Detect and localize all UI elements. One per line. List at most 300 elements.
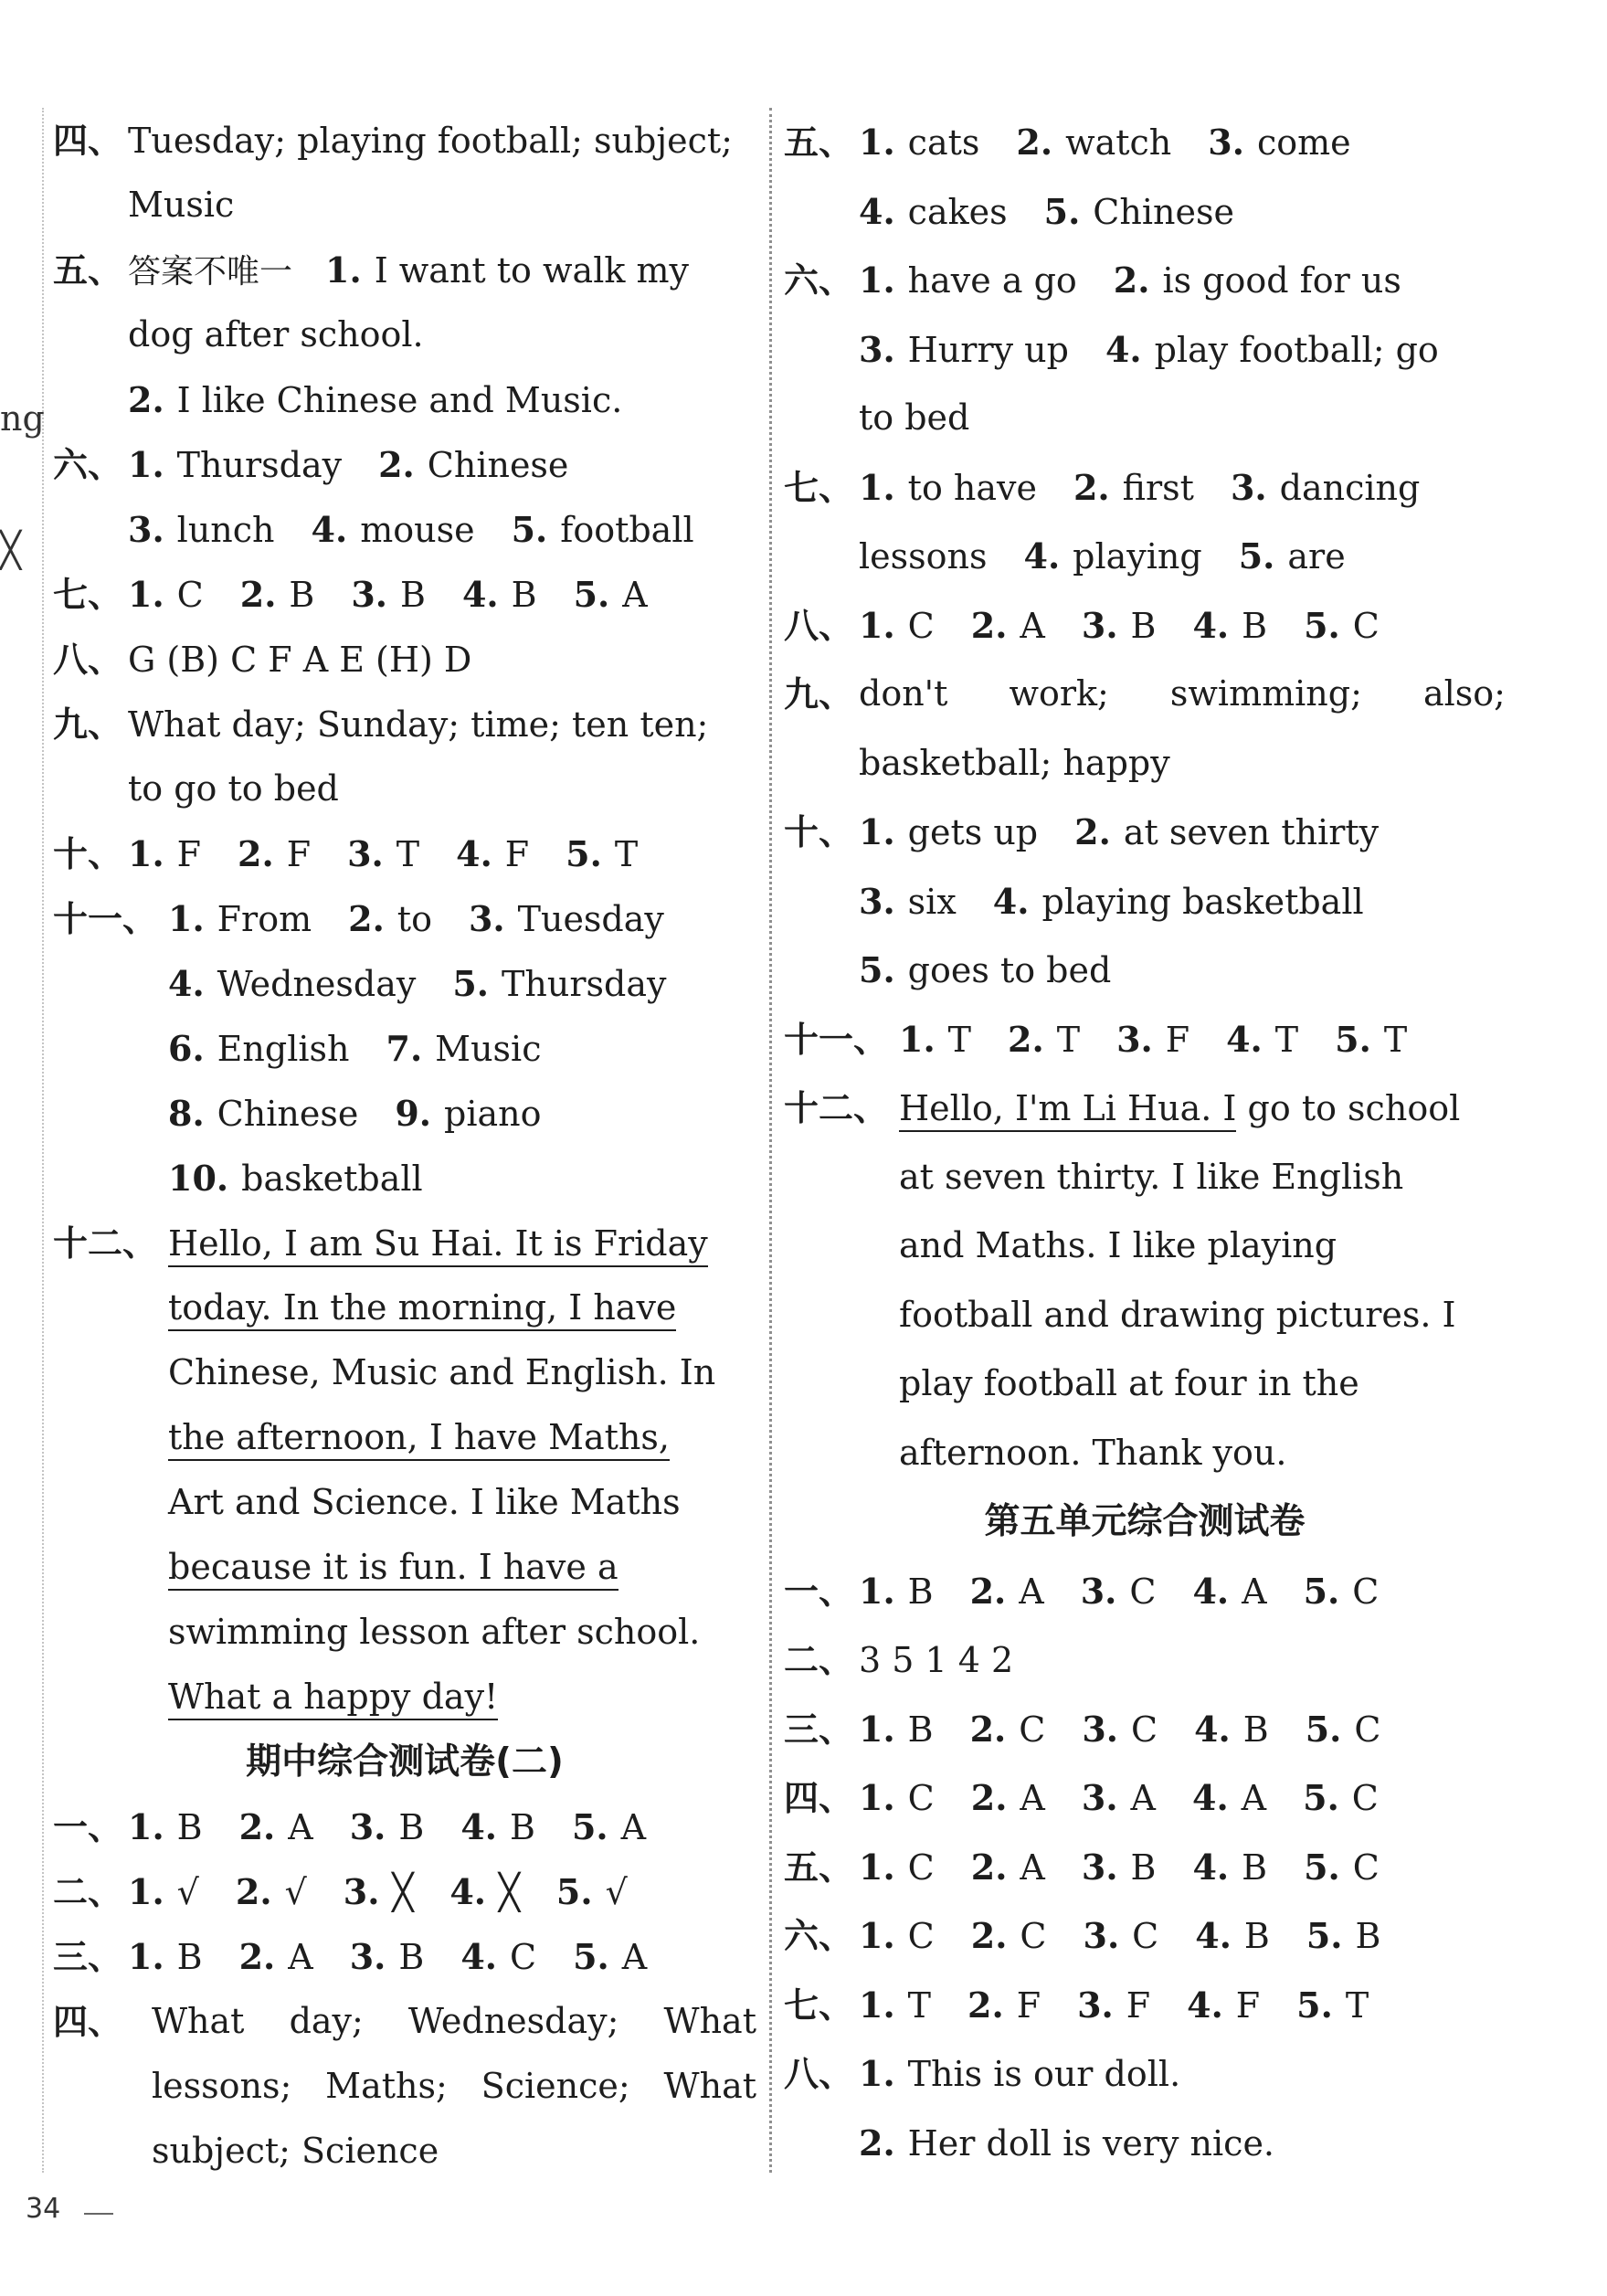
- item-number: 2.: [239, 574, 277, 615]
- answer-item: [1082, 1695, 1158, 1765]
- item-number: 4.: [1105, 328, 1142, 370]
- question-label: 六、: [53, 444, 123, 485]
- answer-line: [53, 367, 756, 432]
- item-text: B: [1242, 1846, 1268, 1888]
- item-text: B: [907, 1709, 934, 1750]
- answer-item: [1208, 108, 1350, 178]
- answer-item: [1231, 453, 1420, 524]
- item-number: 5.: [1303, 1570, 1340, 1612]
- edge-fragment-ng: ng: [0, 398, 45, 439]
- item-number: 5.: [1238, 535, 1275, 577]
- item-number: 1.: [128, 574, 164, 615]
- answer-text: Tuesday; playing football; subject;: [128, 121, 733, 161]
- answer-text: to go to bed: [128, 768, 339, 809]
- answer-item: [351, 562, 426, 628]
- answer-line: [784, 453, 1506, 523]
- question-label: 七、: [784, 1984, 854, 2026]
- item-number: 4.: [1192, 1846, 1230, 1888]
- item-number: 5.: [511, 509, 548, 550]
- answer-item: [556, 1859, 628, 1925]
- question-label: 八、: [53, 639, 123, 680]
- item-number: 2.: [859, 2121, 895, 2164]
- item-number: 1.: [899, 1018, 936, 1060]
- answer-word: What: [663, 2066, 756, 2106]
- answer-item: [859, 1901, 935, 1972]
- section-title: 第五单元综合测试卷: [984, 1501, 1306, 1542]
- item-text: B: [176, 1807, 203, 1847]
- answer-line: [53, 821, 756, 886]
- item-number: 5.: [555, 1871, 593, 1912]
- passage-line: swimming lesson after school.: [168, 1612, 701, 1652]
- answer-item: [859, 1557, 934, 1627]
- answer-text: lessons: [859, 536, 988, 577]
- answer-line: [53, 692, 756, 757]
- item-number: 3.: [1082, 1708, 1119, 1750]
- item-text: This is our doll.: [907, 2054, 1181, 2094]
- question-label: 四、: [53, 2001, 123, 2042]
- answer-item: [1044, 177, 1234, 248]
- answer-line: [784, 867, 1506, 936]
- item-number: 5.: [566, 833, 602, 874]
- column-divider: [769, 108, 772, 2173]
- item-number: 2.: [348, 898, 385, 939]
- answer-item: [1084, 1901, 1159, 1972]
- item-text: Thursday: [502, 964, 667, 1004]
- answer-item: [967, 1971, 1041, 2041]
- item-number: 2.: [238, 833, 274, 874]
- answer-text: What day; Sunday; time; ten ten;: [128, 704, 709, 745]
- item-number: 1.: [859, 466, 895, 508]
- question-label: 六、: [784, 259, 854, 301]
- item-number: 10.: [168, 1158, 229, 1199]
- item-number: 2.: [1073, 466, 1110, 508]
- answer-item: [128, 821, 201, 887]
- item-text: playing: [1073, 536, 1202, 577]
- item-number: 3.: [1230, 466, 1267, 508]
- item-number: 2.: [970, 604, 1008, 646]
- passage-line: at seven thirty. I like English: [899, 1156, 1404, 1197]
- item-number: 1.: [325, 249, 362, 291]
- answer-item: [859, 936, 1111, 1006]
- item-text: Tuesday: [517, 899, 664, 939]
- answer-item: [574, 562, 648, 628]
- item-text: playing basketball: [1041, 881, 1364, 922]
- passage-line: Art and Science. I like Maths: [168, 1482, 681, 1522]
- item-number: 4.: [1192, 1570, 1230, 1612]
- answer-line: [53, 1665, 756, 1730]
- item-text: B: [1242, 605, 1268, 646]
- item-number: 3.: [859, 328, 895, 370]
- item-text: C: [1351, 1778, 1379, 1818]
- answer-item: [128, 1924, 203, 1990]
- item-text: watch: [1065, 122, 1172, 163]
- item-text: F: [1016, 1984, 1041, 2026]
- question-label: 五、: [784, 122, 854, 163]
- answer-item: [1192, 1833, 1267, 1903]
- answer-item: [128, 432, 342, 498]
- item-number: 1.: [859, 811, 895, 852]
- item-number: 3.: [1081, 604, 1118, 646]
- answer-line: [784, 2109, 1506, 2178]
- answer-line: [784, 1695, 1506, 1764]
- item-number: 4.: [859, 190, 895, 232]
- check-mark: √: [176, 1872, 199, 1912]
- passage-line: because it is fun. I have a: [168, 1547, 618, 1591]
- answer-item: [859, 246, 1077, 316]
- answer-line: [784, 729, 1506, 799]
- item-number: 4.: [460, 1936, 498, 1977]
- right-column: [784, 108, 1506, 2177]
- item-text: to have: [907, 467, 1037, 508]
- answer-item: [1074, 798, 1379, 868]
- item-number: 3.: [1116, 1018, 1153, 1060]
- item-text: C: [1019, 1709, 1046, 1750]
- question-label: 二、: [784, 1639, 854, 1680]
- item-number: 3.: [349, 1936, 386, 1977]
- item-number: 4.: [449, 1871, 487, 1912]
- answer-item: [573, 1924, 647, 1990]
- answer-item: [971, 1833, 1045, 1903]
- item-number: 5.: [573, 574, 610, 615]
- item-number: 2.: [970, 1915, 1008, 1956]
- item-text: T: [947, 1019, 972, 1060]
- answer-text: to bed: [859, 397, 970, 438]
- item-number: 1.: [859, 1915, 895, 1956]
- item-text: are: [1287, 536, 1346, 577]
- item-number: 4.: [992, 880, 1030, 922]
- item-number: 2.: [1074, 811, 1111, 852]
- answer-item: [1192, 1763, 1266, 1834]
- answer-item: [1082, 591, 1157, 661]
- answer-item: [1008, 1005, 1080, 1075]
- answer-item: [970, 1695, 1046, 1765]
- item-text: C: [1129, 1571, 1157, 1612]
- question-label: 八、: [784, 2053, 854, 2094]
- answer-item: [395, 1081, 541, 1147]
- answer-item: [460, 1924, 536, 1990]
- answer-item: [1073, 453, 1194, 524]
- answer-item: [348, 886, 432, 952]
- item-number: 4.: [1226, 1018, 1263, 1060]
- item-number: 1.: [859, 1846, 895, 1888]
- item-text: C: [907, 605, 935, 646]
- item-number: 3.: [1208, 122, 1244, 163]
- item-number: 1.: [859, 604, 895, 646]
- answer-line: [53, 627, 756, 692]
- question-label: 十二、: [784, 1087, 889, 1128]
- item-text: Thursday: [176, 445, 343, 485]
- item-text: C: [1352, 1846, 1380, 1888]
- question-label: 四、: [53, 120, 123, 161]
- item-text: piano: [444, 1094, 542, 1134]
- answer-line: [53, 1989, 756, 2054]
- item-text: Chinese: [427, 445, 569, 485]
- passage-line: today. In the morning, I have: [168, 1287, 676, 1331]
- answer-item: [1304, 591, 1380, 661]
- answer-item: [1303, 1763, 1379, 1834]
- passage-line: the afternoon, I have Maths,: [168, 1417, 670, 1461]
- question-label: 一、: [784, 1570, 854, 1612]
- answer-line: [784, 1763, 1506, 1833]
- passage-line: Hello, I'm Li Hua. I: [899, 1088, 1236, 1132]
- item-number: 5.: [1296, 1984, 1333, 2026]
- page-number: 34: [26, 2193, 61, 2225]
- item-text: A: [1241, 1778, 1267, 1818]
- answer-item: [168, 951, 416, 1017]
- answer-item: [168, 886, 312, 952]
- answer-line: [53, 432, 756, 497]
- item-number: 5.: [1304, 1846, 1340, 1888]
- item-number: 1.: [859, 122, 895, 163]
- edge-fragment-cross: ╳: [0, 530, 21, 570]
- answer-text: I want to walk my: [374, 250, 689, 291]
- answer-line: [53, 1016, 756, 1081]
- answer-line: [53, 1081, 756, 1146]
- item-text: C: [176, 575, 204, 615]
- answer-line: [53, 1535, 756, 1600]
- answer-item: [469, 886, 664, 952]
- item-text: A: [621, 1937, 648, 1977]
- answer-item: [512, 497, 694, 563]
- passage-line: and Maths. I like playing: [899, 1225, 1337, 1265]
- answer-item: [312, 497, 475, 563]
- item-number: 1.: [859, 2053, 895, 2094]
- question-label: 十、: [53, 833, 123, 874]
- item-number: 5.: [571, 1806, 608, 1847]
- left-column: [53, 108, 756, 2184]
- answer-line: [784, 1833, 1506, 1902]
- answer-item: [386, 1016, 542, 1082]
- answer-item: [1077, 1971, 1150, 2041]
- item-number: 1.: [859, 259, 895, 301]
- answer-item: [1192, 591, 1267, 661]
- item-text: goes to bed: [907, 950, 1112, 990]
- item-number: 5.: [1335, 1018, 1371, 1060]
- answer-line: [53, 886, 756, 951]
- item-number: 3.: [468, 898, 505, 939]
- item-text: B: [400, 575, 426, 615]
- answer-item: [1304, 1833, 1380, 1903]
- answer-word: What: [663, 2001, 756, 2041]
- answer-item: [1082, 1833, 1157, 1903]
- item-text: Chinese: [1093, 191, 1234, 232]
- item-number: 1.: [859, 1777, 895, 1818]
- answer-line: [53, 497, 756, 562]
- question-label: 十二、: [53, 1222, 158, 1264]
- question-label: 七、: [784, 466, 854, 508]
- answer-item: [1114, 246, 1401, 316]
- answer-line: [784, 591, 1506, 661]
- item-text: B: [510, 1807, 535, 1847]
- item-text: is good for us: [1162, 260, 1401, 301]
- item-number: 4.: [1192, 604, 1230, 646]
- item-text: From: [217, 899, 312, 939]
- item-number: 1.: [128, 1871, 164, 1912]
- answer-item: [1296, 1971, 1369, 2041]
- item-text: B: [289, 575, 315, 615]
- item-number: 4.: [311, 509, 348, 550]
- answer-item: [1239, 522, 1346, 592]
- answer-item: [1194, 1695, 1269, 1765]
- item-number: 5.: [859, 949, 895, 990]
- answer-line: [53, 1340, 756, 1405]
- answer-text: 3 5 1 4 2: [859, 1640, 1014, 1680]
- item-text: F: [1126, 1984, 1151, 2026]
- question-label: 七、: [53, 574, 123, 615]
- item-text: have a go: [907, 260, 1077, 301]
- question-label: 二、: [53, 1871, 123, 1912]
- item-text: B: [1130, 1846, 1157, 1888]
- answer-item: [168, 1016, 350, 1082]
- answer-item: [239, 1924, 313, 1990]
- item-number: 4.: [1192, 1777, 1229, 1818]
- item-text: basketball: [241, 1159, 423, 1199]
- answer-item: [859, 867, 957, 937]
- answer-item: [566, 821, 638, 887]
- answer-line: [784, 522, 1506, 591]
- item-text: C: [1354, 1709, 1381, 1750]
- item-number: 3.: [1081, 1846, 1118, 1888]
- question-label: 十一、: [784, 1018, 889, 1060]
- check-mark: √: [605, 1872, 628, 1912]
- answer-item: [128, 1859, 199, 1925]
- item-text: Music: [435, 1029, 542, 1069]
- answer-item: [970, 1557, 1044, 1627]
- answer-text: I like Chinese and Music.: [176, 380, 623, 420]
- passage-line: Chinese, Music and English. In: [168, 1352, 716, 1392]
- answer-word: work;: [1009, 673, 1109, 714]
- item-number: 2.: [969, 1708, 1007, 1750]
- answer-item: [859, 1971, 931, 2041]
- item-number: 4.: [1194, 1708, 1231, 1750]
- answer-line: [784, 384, 1506, 453]
- item-text: F: [1165, 1019, 1190, 1060]
- item-text: T: [1274, 1019, 1299, 1060]
- answer-item: [236, 1859, 307, 1925]
- question-label: 三、: [53, 1936, 123, 1977]
- answer-item: [971, 1901, 1047, 1972]
- item-number: 2.: [970, 1846, 1008, 1888]
- item-number: 2.: [1016, 122, 1053, 163]
- question-label: 五、: [784, 1846, 854, 1888]
- item-number: 4.: [1023, 535, 1061, 577]
- item-text: C: [907, 1778, 935, 1818]
- answer-line: [53, 1859, 756, 1924]
- answer-item: [378, 432, 568, 498]
- item-number: 5.: [1043, 190, 1081, 232]
- answer-line: [53, 1924, 756, 1989]
- cross-mark: ╳: [499, 1872, 520, 1912]
- answer-line: [53, 108, 756, 173]
- item-text: C: [907, 1916, 935, 1956]
- passage-line: Hello, I am Su Hai. It is Friday: [168, 1223, 708, 1267]
- item-text: first: [1122, 467, 1194, 508]
- answer-item: [168, 1081, 358, 1147]
- answer-word: also;: [1422, 673, 1506, 714]
- item-number: 3.: [1081, 1777, 1118, 1818]
- answer-line: [53, 951, 756, 1016]
- item-number: 4.: [456, 833, 492, 874]
- item-number: 1.: [128, 444, 164, 485]
- answer-item: [859, 1763, 935, 1834]
- item-number: 1.: [128, 1806, 164, 1847]
- answer-item: [460, 1794, 535, 1860]
- check-mark: √: [284, 1872, 307, 1912]
- item-number: 3.: [859, 880, 895, 922]
- answer-item: [1335, 1005, 1407, 1075]
- item-text: B: [1130, 605, 1157, 646]
- item-text: A: [1020, 605, 1045, 646]
- answer-line: [53, 302, 756, 367]
- answer-item: [971, 1763, 1045, 1834]
- item-text: T: [907, 1984, 932, 2026]
- item-text: B: [1355, 1916, 1381, 1956]
- passage-line: football and drawing pictures. I: [899, 1294, 1456, 1335]
- item-text: dancing: [1279, 467, 1421, 508]
- answer-line: [784, 1281, 1506, 1350]
- answer-line: [784, 315, 1506, 385]
- item-number: 2.: [378, 444, 415, 485]
- item-number: 3.: [343, 1871, 380, 1912]
- answer-line: [784, 1419, 1506, 1488]
- passage-line: play football at four in the: [899, 1363, 1359, 1403]
- answer-item: [449, 1859, 520, 1925]
- answer-line: [784, 1349, 1506, 1419]
- item-number: 1.: [128, 833, 164, 874]
- item-text: C: [1131, 1709, 1158, 1750]
- item-text: Hurry up: [907, 329, 1069, 370]
- item-number: 2.: [967, 1984, 1004, 2026]
- item-number: 8.: [168, 1093, 205, 1134]
- item-text: C: [1352, 1571, 1380, 1612]
- answer-line: [53, 2119, 756, 2184]
- question-label: 五、: [53, 249, 123, 291]
- item-text: T: [1345, 1984, 1369, 2026]
- item-text: C: [907, 1846, 935, 1888]
- item-number: 4.: [1195, 1915, 1232, 1956]
- item-number: 5.: [1304, 604, 1340, 646]
- item-text: B: [398, 1937, 425, 1977]
- answer-word: day;: [289, 2001, 364, 2041]
- item-number: 2.: [1113, 259, 1150, 301]
- item-text: B: [1243, 1916, 1270, 1956]
- item-text: A: [1242, 1571, 1267, 1612]
- question-label: 九、: [53, 704, 123, 745]
- answer-text: dog after school.: [128, 314, 424, 354]
- answer-item: [859, 1833, 935, 1903]
- answer-item: [1187, 1971, 1260, 2041]
- answer-item: [859, 798, 1038, 868]
- cross-mark: ╳: [392, 1872, 414, 1912]
- item-number: 4.: [460, 1806, 498, 1847]
- answer-item: [1306, 1695, 1381, 1765]
- answer-line: [784, 1211, 1506, 1281]
- answer-line: [53, 1146, 756, 1211]
- page-number-dash: [84, 2213, 113, 2215]
- passage-line: afternoon. Thank you.: [899, 1432, 1287, 1473]
- item-number: 3.: [351, 574, 388, 615]
- item-text: to: [396, 899, 432, 939]
- answer-line: [53, 1275, 756, 1340]
- item-text: F: [176, 834, 202, 874]
- answer-line: [784, 798, 1506, 867]
- item-number: 3.: [1080, 1570, 1117, 1612]
- item-number: 3.: [1083, 1915, 1120, 1956]
- item-number: 2.: [235, 1871, 272, 1912]
- item-number: 1.: [859, 1708, 895, 1750]
- question-label: 八、: [784, 604, 854, 646]
- item-text: play football; go: [1154, 329, 1439, 370]
